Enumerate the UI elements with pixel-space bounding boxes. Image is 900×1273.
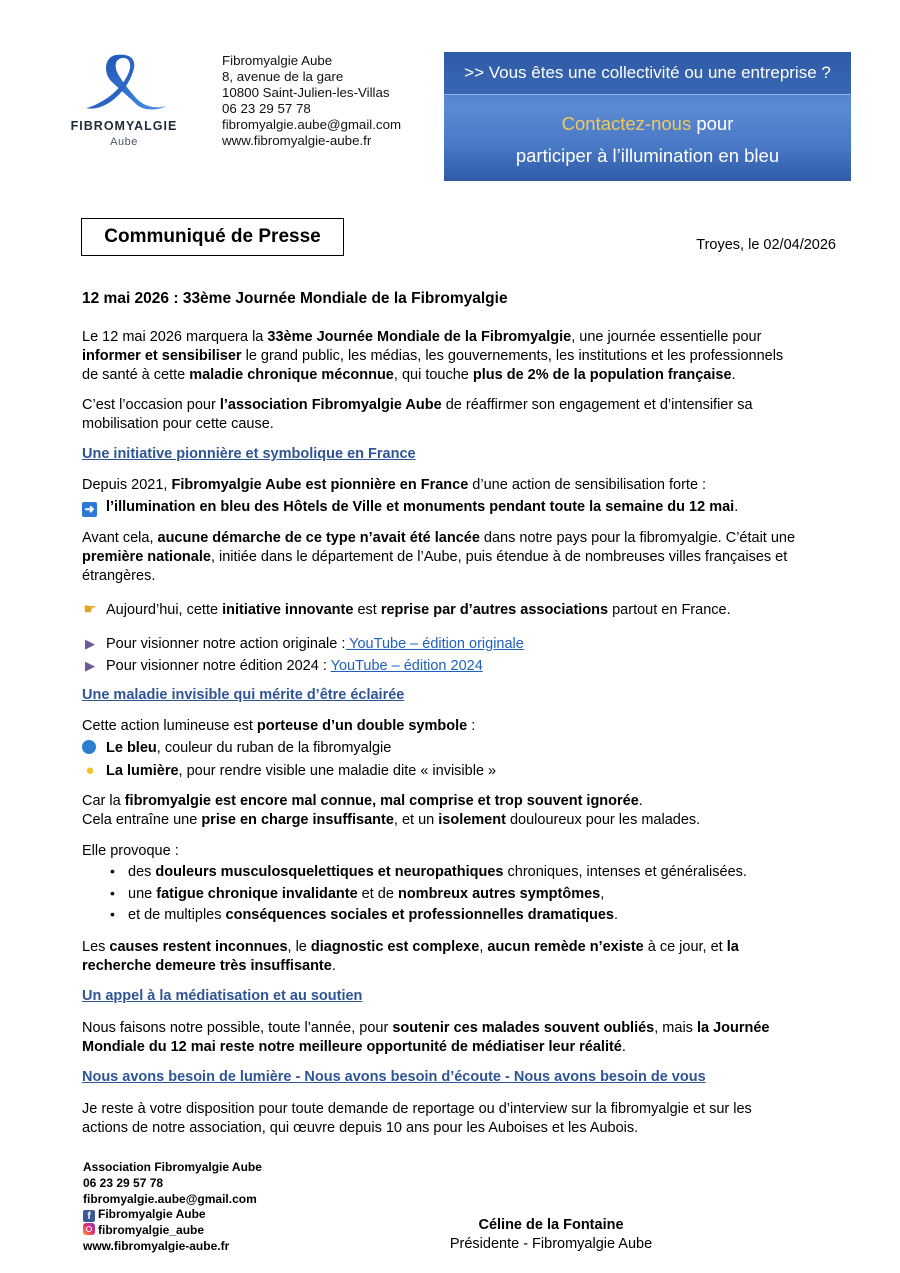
s3-p1-line-1: Nous faisons notre possible, toute l’année, pour soutenir ces malades souvent oubliés, mais la Journée [82, 1020, 770, 1036]
banner-line-1: >> Vous êtes une collectivité ou une entreprise ? [464, 63, 831, 82]
banner-contact-highlight[interactable]: Contactez-nous [561, 113, 692, 134]
assoc-facebook[interactable]: f Fibromyalgie Aube [83, 1207, 262, 1223]
contact-org: Fibromyalgie Aube [222, 53, 333, 68]
arrow-right-icon: ➜ [82, 502, 97, 517]
association-contact-stamp [83, 1160, 262, 1255]
main-title: 12 mai 2026 : 33ème Journée Mondiale de la Fibromyalgie [82, 290, 508, 307]
symptom-list [110, 861, 747, 926]
s2-p2: Car la fibromyalgie est encore mal connue, mal comprise et trop souvent ignorée. [82, 793, 643, 809]
list-item: • des douleurs musculosquelettiques et neuropathiques chroniques, intenses et généralisées. [110, 863, 747, 880]
section-heading-initiative: Une initiative pionnière et symbolique en France [82, 446, 416, 462]
light-bulb-icon: ● [85, 762, 95, 779]
s2-p1: Cette action lumineuse est porteuse d’un double symbole : [82, 718, 476, 734]
logo-name: FIBROMYALGIE [70, 119, 178, 133]
intro-line-2: informer et sensibiliser le grand public, les médias, les gouvernements, les institutions et les professionnels [82, 348, 784, 364]
s1-p2-line-2: première nationale, initiée dans le département de l’Aube, puis étendue à de nombreuses villes françaises et [82, 549, 788, 565]
blue-circle-icon [82, 740, 96, 754]
assoc-phone: 06 23 29 57 78 [83, 1175, 164, 1190]
press-release-label: Communiqué de Presse [81, 218, 344, 256]
assoc-email[interactable]: fibromyalgie.aube@gmail.com [83, 1191, 257, 1206]
contact-banner[interactable] [444, 52, 851, 181]
contact-block [222, 53, 401, 149]
s1-p2-line-3: étrangères. [82, 568, 156, 584]
section-heading-appeal: Un appel à la médiatisation et au soutien [82, 988, 363, 1004]
intro-line-1: Le 12 mai 2026 marquera la 33ème Journée Mondiale de la Fibromyalgie, une journée essentielle pour [82, 329, 762, 345]
occasion-line-1: C’est l’occasion pour l’association Fibromyalgie Aube de réaffirmer son engagement et d’intensifier sa [82, 397, 753, 413]
assoc-website[interactable]: www.fibromyalgie-aube.fr [83, 1238, 230, 1253]
s3-p1-line-2: Mondiale du 12 mai reste notre meilleure opportunité de médiatiser leur réalité. [82, 1039, 626, 1055]
logo-region: Aube [110, 136, 138, 148]
ribbon-icon [86, 52, 166, 114]
assoc-name: Association Fibromyalgie Aube [83, 1160, 262, 1174]
contact-website[interactable]: www.fibromyalgie-aube.fr [222, 133, 372, 148]
s1-p3: ☛ Aujourd’hui, cette initiative innovante est reprise par d’autres associations partout en France. [83, 601, 731, 618]
facebook-icon: f [83, 1210, 95, 1222]
s1-p1-line-2: ➜ l’illumination en bleu des Hôtels de Ville et monuments pendant toute la semaine du 12 mai. [82, 498, 738, 518]
s2-p3: Cela entraîne une prise en charge insuffisante, et un isolement douloureux pour les malades. [82, 812, 701, 828]
video-camera-icon: ▶ [85, 658, 95, 673]
s2-light-line: ● La lumière, pour rendre visible une maladie dite « invisible » [82, 761, 496, 782]
video-2024-line: ▶ Pour visionner notre édition 2024 : YouTube – édition 2024 [82, 656, 483, 677]
s2-p5-line-1: Les causes restent inconnues, le diagnostic est complexe, aucun remède n’existe à ce jour, et la [82, 939, 739, 955]
section-heading-need: Nous avons besoin de lumière - Nous avons besoin d’écoute - Nous avons besoin de vous [82, 1069, 706, 1085]
contact-phone: 06 23 29 57 78 [222, 101, 311, 116]
youtube-original-link[interactable]: YouTube – édition originale [345, 636, 524, 652]
occasion-line-2: mobilisation pour cette cause. [82, 416, 274, 432]
s1-p2-line-1: Avant cela, aucune démarche de ce type n’avait été lancée dans notre pays pour la fibromyalgie. C’était une [82, 530, 796, 546]
pointing-hand-icon: ☛ [83, 601, 97, 618]
s1-p1-line-1: Depuis 2021, Fibromyalgie Aube est pionnière en France d’une action de sensibilisation forte : [82, 477, 707, 493]
signature-block [440, 1216, 662, 1254]
assoc-instagram[interactable]: fibromyalgie_aube [83, 1223, 262, 1239]
s4-line-1: Je reste à votre disposition pour toute demande de reportage ou d’interview sur la fibromyalgie et sur les [82, 1101, 752, 1117]
signatory-name: Céline de la Fontaine [478, 1217, 624, 1233]
s2-p4: Elle provoque : [82, 843, 179, 859]
contact-street: 8, avenue de la gare [222, 69, 344, 84]
video-camera-icon: ▶ [85, 636, 95, 651]
youtube-2024-link[interactable]: YouTube – édition 2024 [330, 658, 483, 674]
contact-email[interactable]: fibromyalgie.aube@gmail.com [222, 117, 402, 132]
video-original-line: ▶ Pour visionner notre action originale : YouTube – édition originale [82, 634, 524, 655]
list-item: • et de multiples conséquences sociales et professionnelles dramatiques. [110, 906, 618, 923]
contact-city: 10800 Saint-Julien-les-Villas [222, 85, 390, 100]
banner-line-2: Contactez-nous pour [561, 113, 734, 134]
section-heading-invisible: Une maladie invisible qui mérite d’être éclairée [82, 687, 405, 703]
instagram-icon [83, 1223, 95, 1235]
s4-line-2: actions de notre association, qui œuvre depuis 10 ans pour les Auboises et les Aubois. [82, 1120, 639, 1136]
signatory-title: Présidente - Fibromyalgie Aube [449, 1236, 653, 1252]
banner-line-3: participer à l’illumination en bleu [515, 145, 780, 166]
intro-line-3: de santé à cette maladie chronique méconnue, qui touche plus de 2% de la population française. [82, 367, 736, 383]
logo [66, 52, 182, 150]
date-line: Troyes, le 02/04/2026 [696, 237, 836, 253]
list-item: • une fatigue chronique invalidante et de nombreux autres symptômes, [110, 884, 605, 902]
s2-blue-line: Le bleu, couleur du ruban de la fibromyalgie [82, 739, 391, 759]
s2-p5-line-2: recherche demeure très insuffisante. [82, 958, 336, 974]
